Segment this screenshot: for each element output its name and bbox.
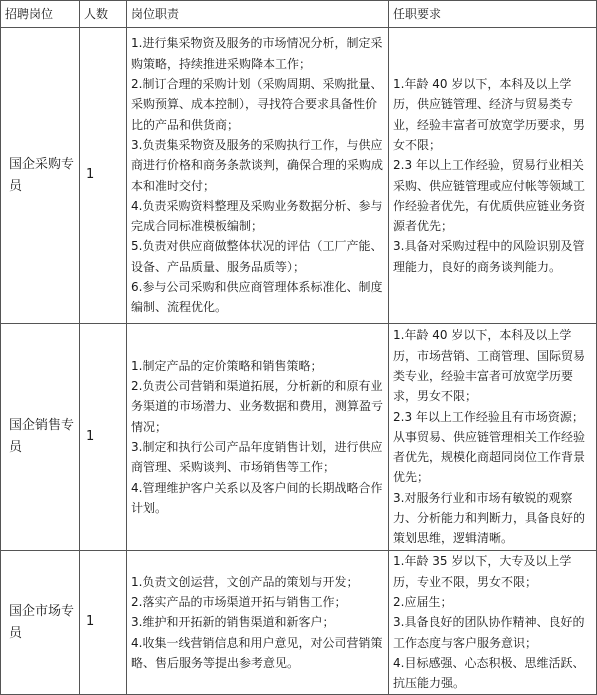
duty-item: 3.负责集采物资及服务的采购执行工作，与供应商进行价格和商务条款谈判，确保合理的采购成本和准时交付； — [131, 137, 384, 193]
duty-item: 2.负责公司营销和渠道拓展，分析新的和原有业务渠道的市场潜力、业务数据和费用，测算盈亏情况； — [131, 379, 384, 434]
requirement-item: 3.对服务行业和市场有敏锐的观察力、分析能力和判断力，具备良好的策划思维，逻辑清晰。 — [393, 490, 586, 546]
duty-item: 4.负责采购资料整理及采购业务数据分析、参与完成合同标准模板编制； — [131, 198, 383, 234]
header-position: 招聘岗位 — [1, 1, 80, 28]
count-cell: 1 — [80, 28, 127, 324]
requirement-item: 1.年龄 35 岁以下，大专及以上学历，专业不限，男女不限； — [393, 554, 572, 589]
header-duties: 岗位职责 — [127, 1, 389, 28]
requirement-item: 1.年龄 40 岁以下，本科及以上学历，供应链管理、经济与贸易类专业，经验丰富者可放宽学历要求，男女不限； — [393, 77, 586, 152]
duty-item: 1.进行集采物资及服务的市场情况分析，制定采购策略，持续推进采购降本工作； — [131, 36, 383, 71]
position-cell: 国企市场专员 — [1, 551, 80, 695]
requirements-cell — [389, 28, 597, 324]
header-count: 人数 — [80, 1, 127, 28]
requirements-cell — [389, 551, 597, 695]
duty-item: 1.制定产品的定价策略和销售策略； — [131, 358, 323, 373]
header-row — [1, 1, 597, 28]
duties-cell — [127, 28, 389, 324]
duty-item: 4.管理维护客户关系以及客户间的长期战略合作计划。 — [131, 480, 383, 515]
duty-item: 3.制定和执行公司产品年度销售计划，进行供应商管理、采购谈判、市场销售等工作； — [131, 440, 383, 475]
position-cell: 国企采购专员 — [1, 28, 80, 324]
requirement-item: 2.3 年以上工作经验且有市场资源；从事贸易、供应链管理相关工作经验者优先，规模化商超同岗位工作背景优先； — [393, 409, 586, 485]
requirement-item: 2.应届生； — [393, 595, 453, 610]
duty-item: 3.维护和开拓新的销售渠道和新客户； — [131, 615, 335, 630]
duty-item: 5.负责对供应商做整体状况的评估（工厂产能、设备、产品质量、服务品质等）； — [131, 239, 383, 274]
requirement-item: 3.具备良好的团队协作精神、良好的工作态度与客户服务意识； — [393, 615, 585, 650]
header-requirements: 任职要求 — [389, 1, 597, 28]
requirement-item: 3.具备对采购过程中的风险识别及管理能力，良好的商务谈判能力。 — [393, 239, 585, 274]
table-row — [1, 324, 597, 551]
count-cell: 1 — [80, 324, 127, 551]
table-row — [1, 551, 597, 695]
duty-item: 2.制订合理的采购计划（采购周期、采购批量、采购预算、成本控制），寻找符合要求具备性价比的产品和供货商； — [131, 77, 383, 132]
position-cell: 国企销售专员 — [1, 324, 80, 551]
duties-cell — [127, 551, 389, 695]
duty-item: 2.落实产品的市场渠道开拓与销售工作； — [131, 595, 347, 610]
duty-item: 1.负责文创运营，文创产品的策划与开发； — [131, 574, 359, 589]
duties-cell — [127, 324, 389, 551]
requirements-cell — [389, 324, 597, 551]
duty-item: 4.收集一线营销信息和用户意见，对公司营销策略、售后服务等提出参考意见。 — [131, 635, 383, 670]
requirement-item: 2.3 年以上工作经验，贸易行业相关采购、供应链管理或应付帐等领域工作经验者优先，有优质供应链业务资源者优先； — [393, 158, 586, 234]
count-cell: 1 — [80, 551, 127, 695]
requirement-item: 4.目标感强、心态积极、思维活跃、抗压能力强。 — [393, 655, 585, 691]
table-row — [1, 28, 597, 324]
requirement-item: 1.年龄 40 岁以下，本科及以上学历，市场营销、工商管理、国际贸易类专业，经验丰富者可放宽学历要求，男女不限； — [393, 328, 586, 404]
duty-item: 6.参与公司采购和供应商管理体系标准化、制度编制、流程优化。 — [131, 279, 383, 315]
